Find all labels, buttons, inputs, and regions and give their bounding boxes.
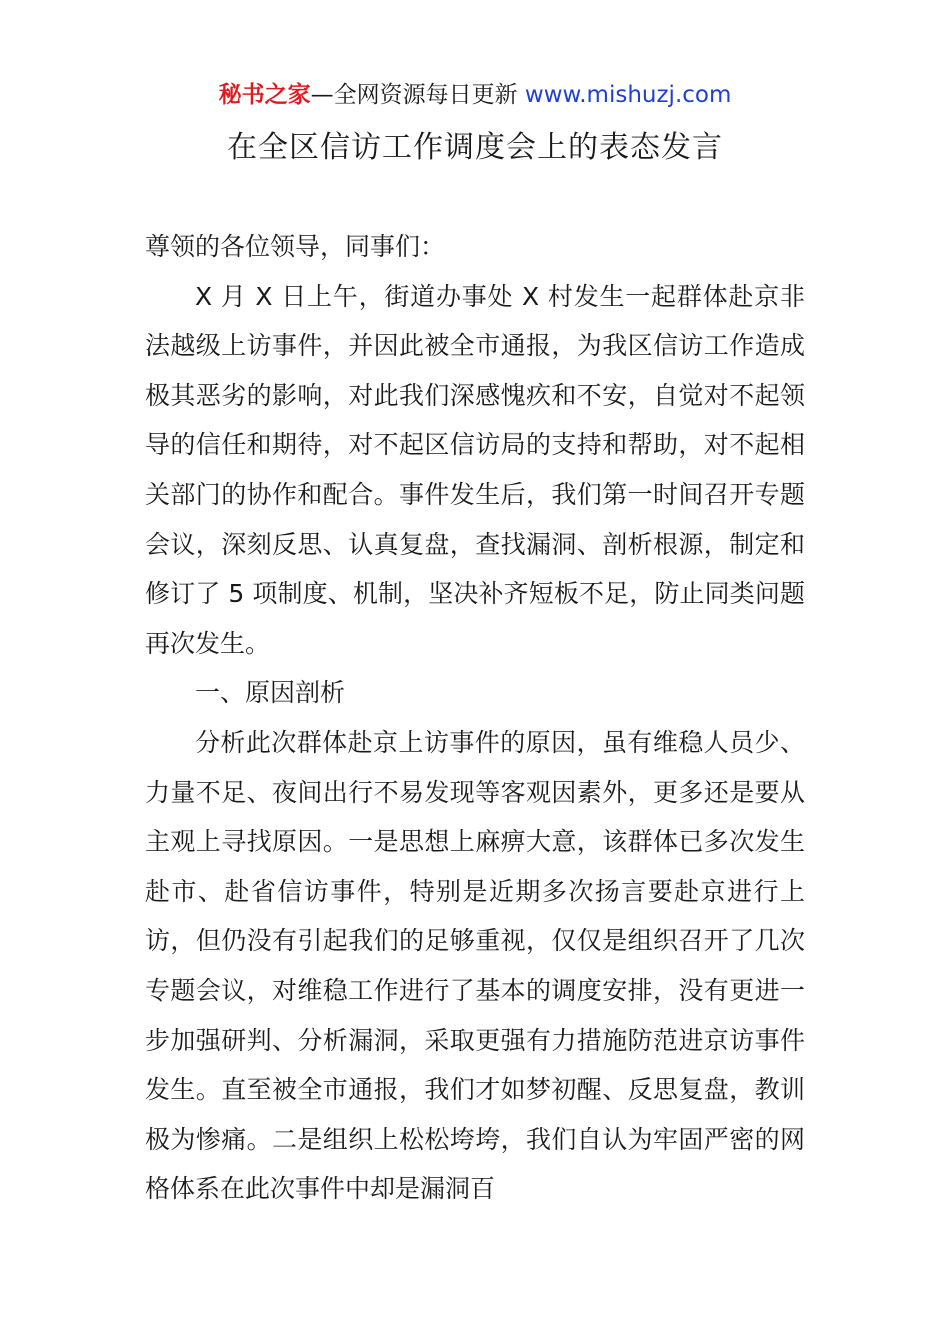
section-heading: 一、原因剖析 <box>195 678 346 708</box>
document-title: 在全区信访工作调度会上的表态发言 <box>227 130 723 165</box>
document-body <box>145 222 805 1214</box>
site-brand: 秘书之家 <box>218 82 311 108</box>
site-tagline: —全网资源每日更新 <box>310 82 525 108</box>
paragraph: X 月 X 日上午，街道办事处 X 村发生一起群体赴京非法越级上访事件，并因此被全市通报，为我区信访工作造成极其恶劣的影响，对此我们深感愧疚和不安，自觉对不起领导的信任和期待，对不起区信访局的支持和帮助，对不起相关部门的协作和配合。事件发生后，我们第一时间召开专题会议，深刻反思、认真复盘，查找漏洞、剖析根源，制定和修订了 5 项制度、机制，坚决补齐短板不足，防止同类问题再次发生。 <box>145 281 805 658</box>
site-url-link[interactable]: www.mishuzj.com <box>524 82 732 108</box>
site-header <box>0 78 950 112</box>
salutation: 尊领的各位领导，同事们： <box>145 232 446 261</box>
paragraph: 分析此次群体赴京上访事件的原因，虽有维稳人员少、力量不足、夜间出行不易发现等客观因素外，更多还是要从主观上寻找原因。一是思想上麻痹大意，该群体已多次发生赴市、赴省信访事件，特别是近期多次扬言要赴京进行上访，但仍没有引起我们的足够重视，仅仅是组织召开了几次专题会议，对维稳工作进行了基本的调度安排，没有更进一步加强研判、分析漏洞，采取更强有力措施防范进京访事件发生。直至被全市通报，我们才如梦初醒、反思复盘，教训极为惨痛。二是组织上松松垮垮，我们自认为牢固严密的网格体系在此次事件中却是漏洞百 <box>145 727 805 1204</box>
